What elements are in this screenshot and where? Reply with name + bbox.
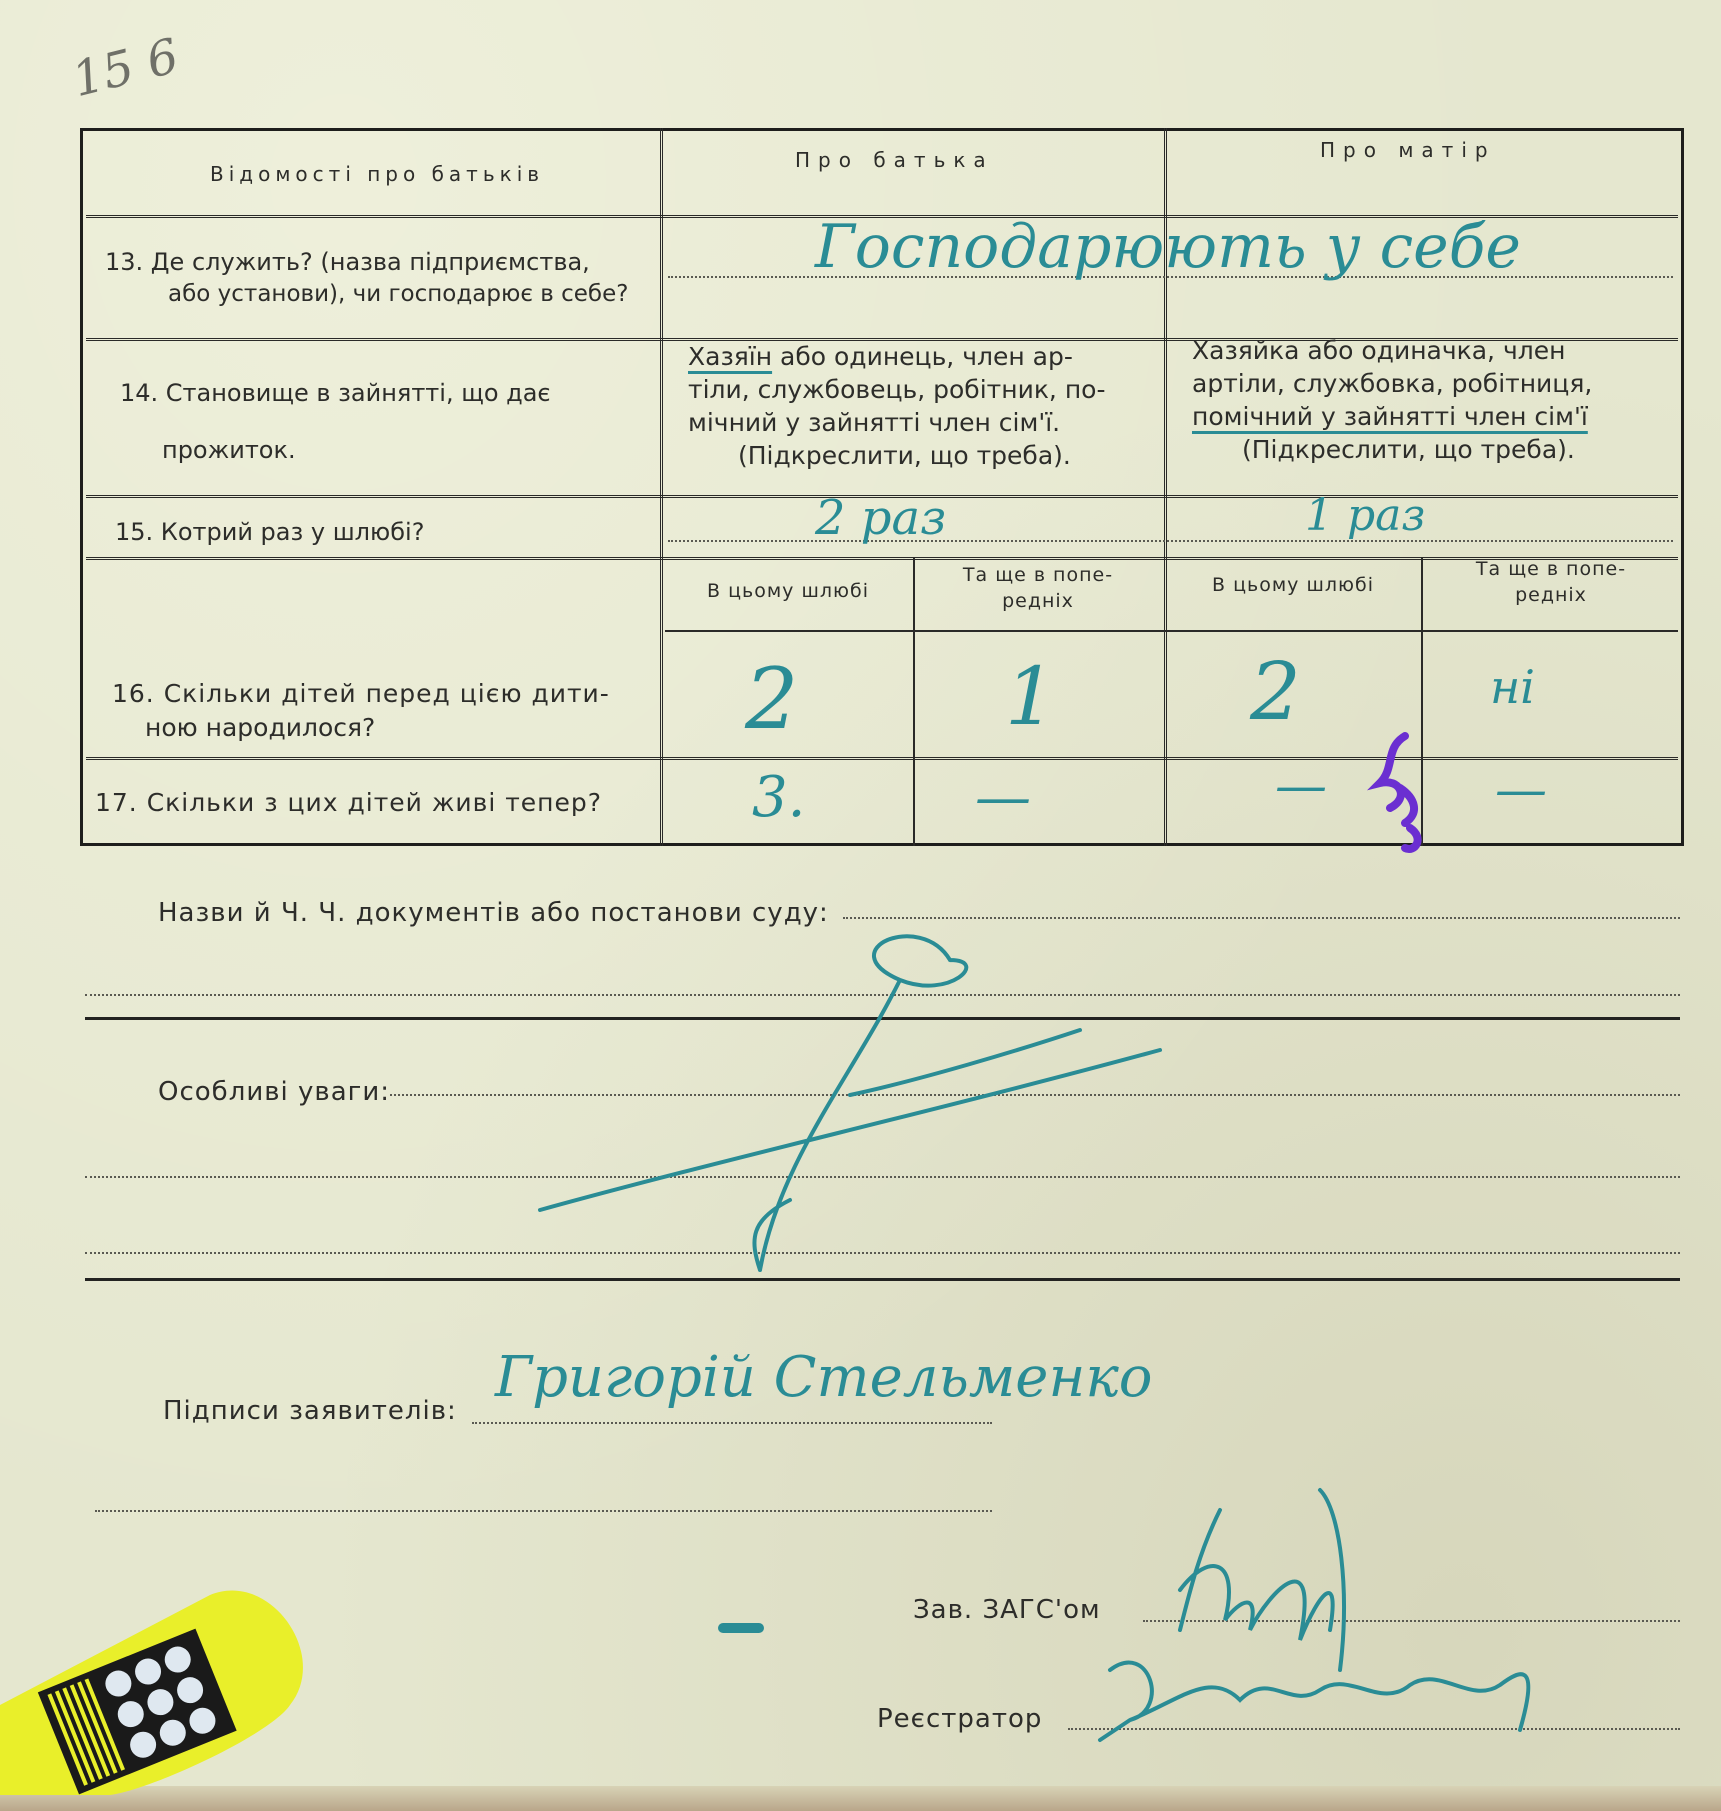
official-signatures (1090, 1470, 1690, 1770)
stamp-mark (1365, 728, 1435, 858)
row16-mother-this: 2 (1250, 645, 1301, 738)
subheader-mother-previous-1: Та ще в попе- (1475, 558, 1627, 580)
row17-father-previous: — (975, 765, 1031, 830)
applicant-signature: Григорій Стельменко (495, 1345, 1153, 1410)
subheader-mother-previous (1426, 556, 1676, 608)
row15-label: 15. Котрий раз у шлюбі? (115, 518, 425, 546)
signatures-label: Підписи заявителів: (163, 1396, 457, 1426)
row14-mother-line-4: (Підкреслити, що треба). (1242, 435, 1575, 464)
row14-label-1: 14. Становище в зайнятті, що дає (120, 379, 551, 407)
row14-father-text (688, 340, 1105, 472)
row17-mother-this: — (1275, 756, 1327, 816)
subheader-mother-previous-2: редніх (1515, 584, 1587, 606)
row14-father-line-4: (Підкреслити, що треба). (738, 441, 1071, 470)
row17-mother-previous: — (1495, 760, 1547, 820)
row13-handwritten: Господарюють у себе (815, 212, 1521, 282)
row15-mother-value: 1 раз (1305, 490, 1426, 541)
row14-father-line-2: тіли, службовець, робітник, по- (688, 375, 1106, 404)
table-rule (660, 128, 663, 846)
signatures-fill-line-2 (95, 1510, 992, 1512)
table-rule (665, 630, 1678, 632)
registrar-label: Реєстратор (877, 1704, 1043, 1734)
row16-father-previous: 1 (1005, 650, 1056, 743)
row16-mother-previous: ні (1490, 660, 1536, 714)
table-rule (86, 757, 1678, 760)
header-info: Відомості про батьків (210, 162, 545, 186)
row14-mother-line-1: Хазяйка або одиначка, член (1192, 336, 1566, 365)
subheader-mother-this: В цьому шлюбі (1212, 574, 1374, 596)
father-selected-option: Хазяїн (688, 342, 773, 371)
subheader-father-previous-1: Та ще в попе- (962, 564, 1114, 586)
header-mother: Про матір (1320, 138, 1496, 162)
header-father: Про батька (795, 148, 994, 172)
yellow-sticker (0, 1585, 320, 1795)
subheader-father-previous (918, 562, 1158, 614)
row14-mother-line-3: помічний у зайнятті член сім'ї (1192, 402, 1588, 431)
documents-fill-line (843, 917, 1680, 919)
subheader-father-previous-2: редніх (1002, 590, 1074, 612)
row14-father-line-3: мічний у зайнятті член сім'ї. (688, 408, 1061, 437)
row14-father-line-1 (688, 340, 1105, 373)
cancellation-strike (520, 920, 1170, 1280)
row16-label-1: 16. Скільки дітей перед цією дити- (112, 679, 610, 708)
father-line-rest: або одинець, член ар- (772, 342, 1073, 371)
row13-label-2: або установи), чи господарює в себе? (168, 281, 629, 307)
subheader-father-this: В цьому шлюбі (707, 580, 869, 602)
row17-label: 17. Скільки з цих дітей живі тепер? (95, 788, 603, 817)
row16-label-2: ною народилося? (145, 713, 376, 742)
row14-label-2: прожиток. (162, 436, 296, 464)
row14-mother-text (1192, 334, 1592, 466)
row16-father-this: 2 (745, 650, 799, 748)
head-label: Зав. ЗАГС'ом (913, 1595, 1101, 1625)
row13-label-1: 13. Де служить? (назва підприємства, (105, 248, 590, 276)
row14-mother-line-2: артіли, службовка, робітниця, (1192, 369, 1593, 398)
row17-father-this: 3. (752, 765, 806, 830)
remarks-label: Особливі уваги: (158, 1077, 390, 1107)
table-rule (913, 557, 915, 846)
row15-father-value: 2 раз (815, 490, 947, 546)
ink-dash (718, 1623, 764, 1633)
documents-label: Назви й Ч. Ч. документів або постанови суду: (158, 898, 829, 928)
archive-number: 15 6 (66, 27, 185, 109)
signatures-fill-line (472, 1422, 992, 1424)
